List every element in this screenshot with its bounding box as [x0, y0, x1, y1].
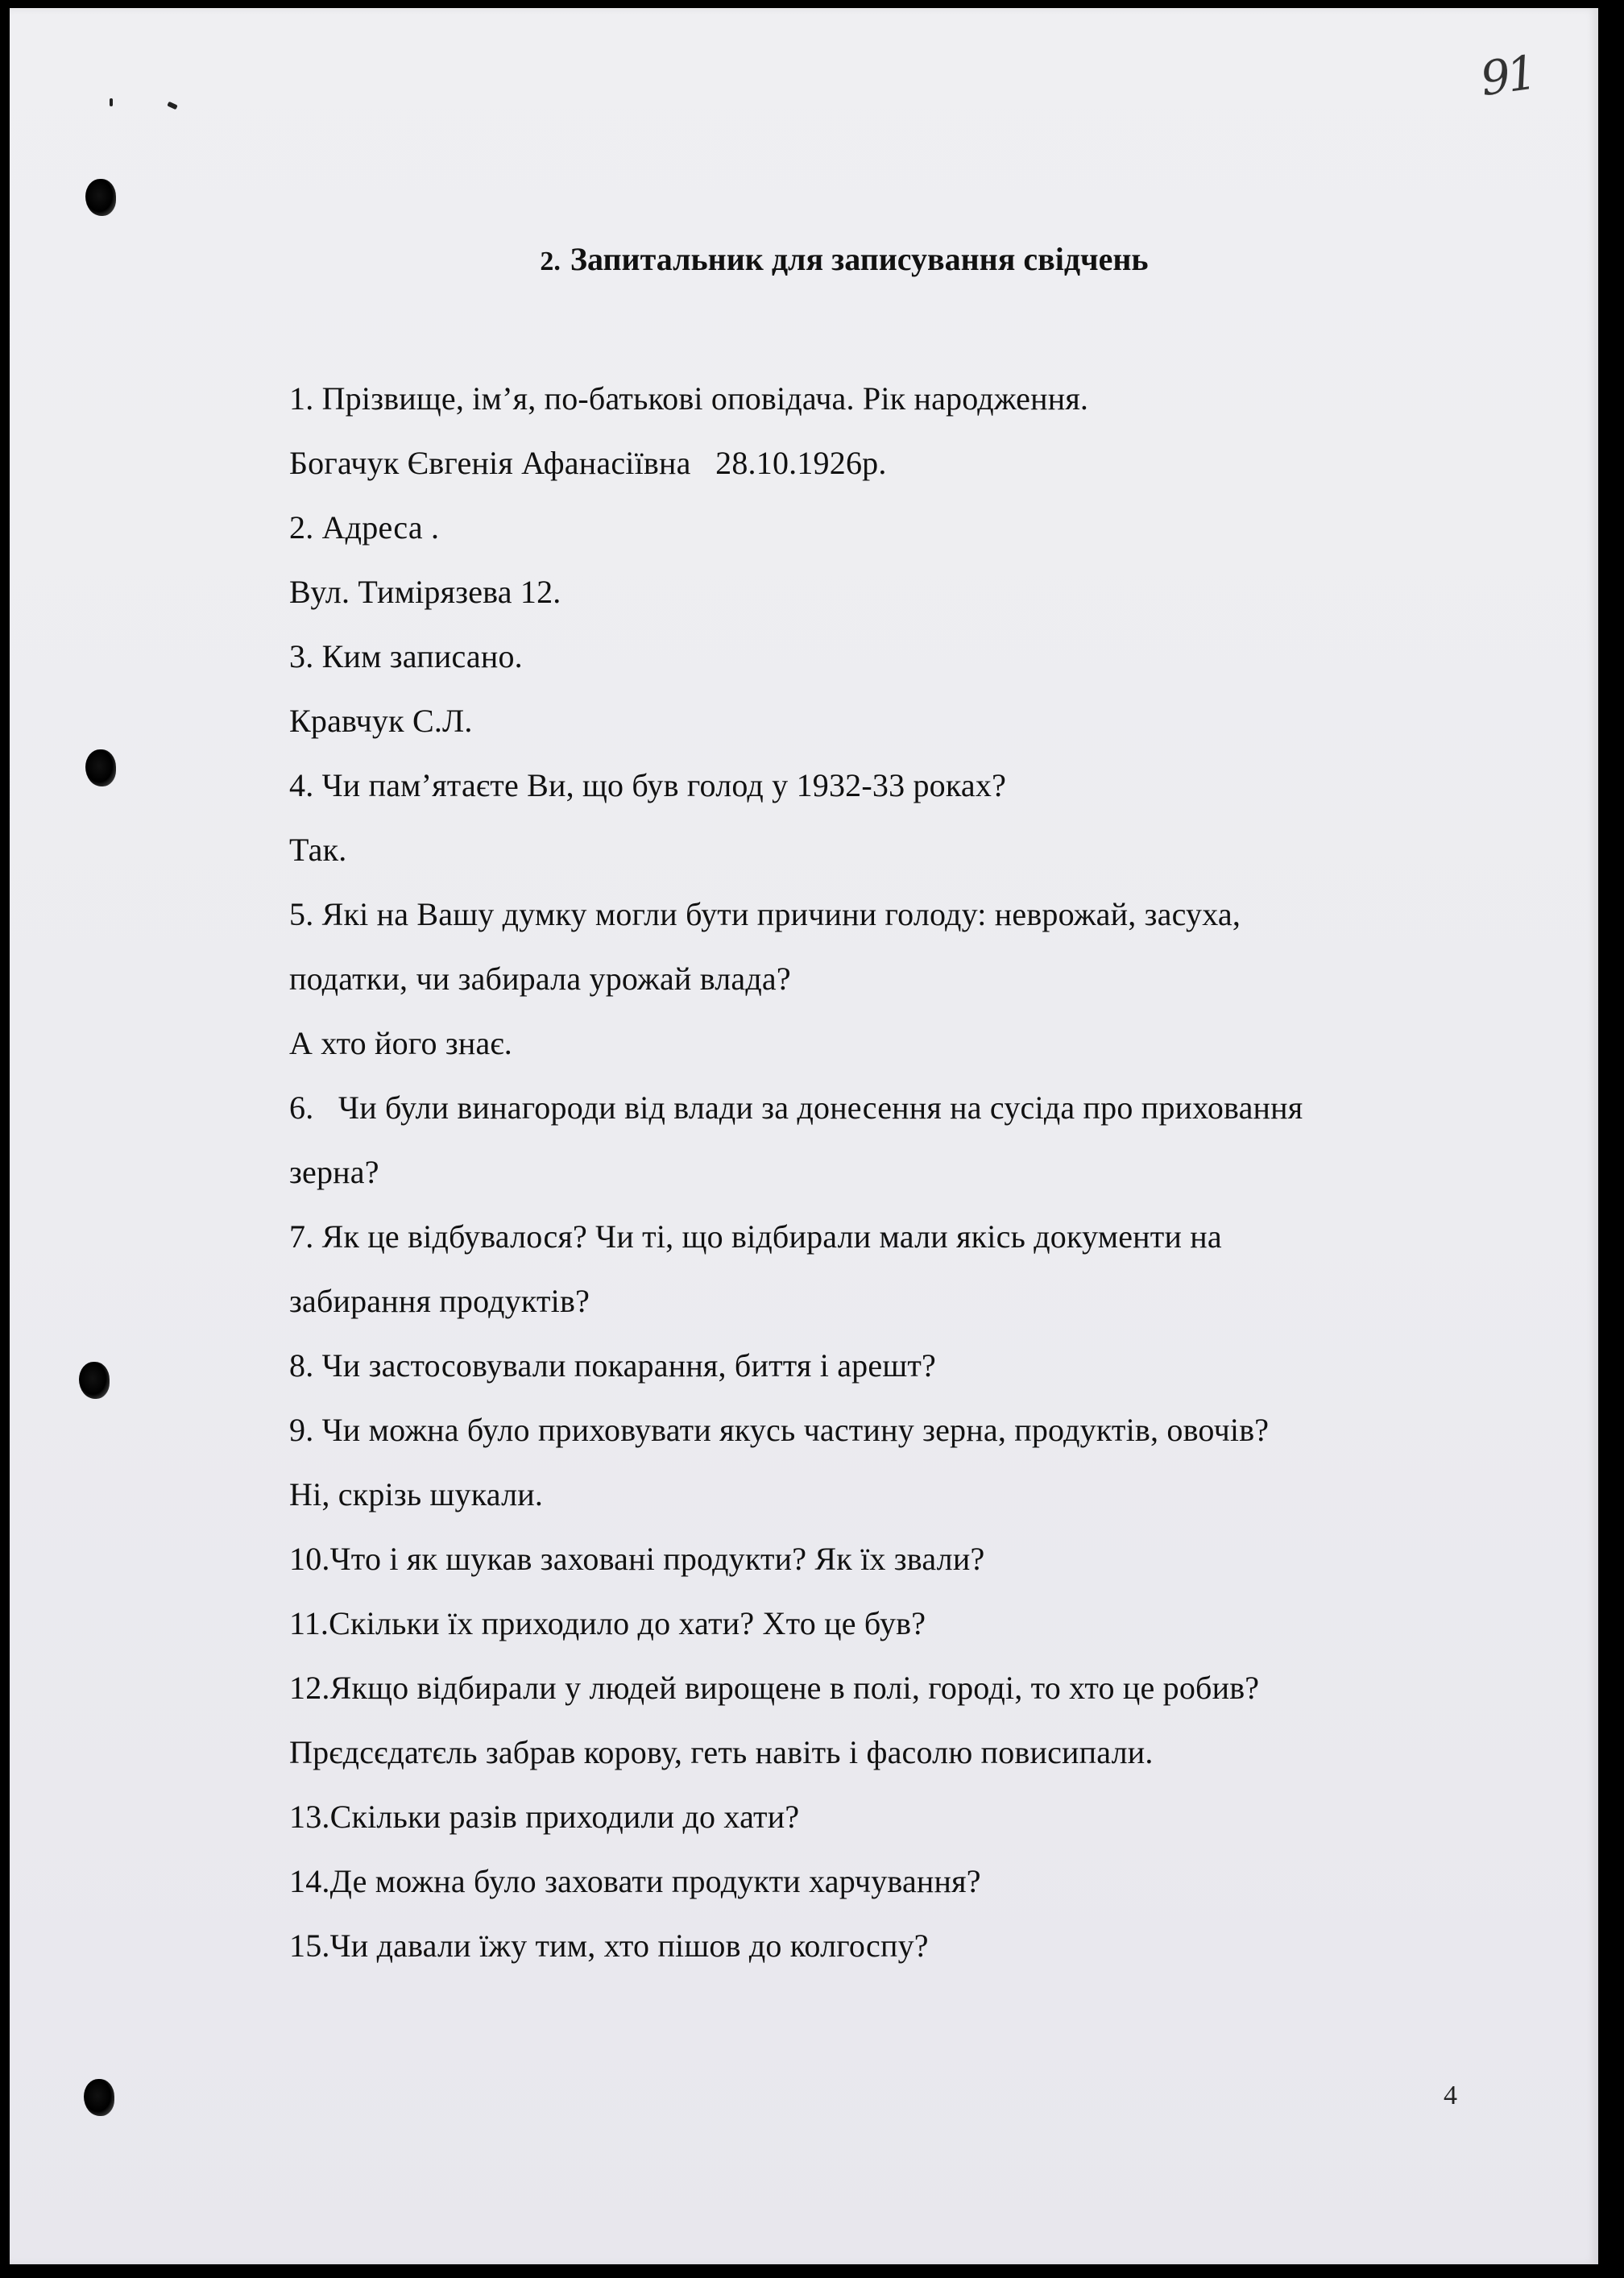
question-line: 12.Якщо відбирали у людей вирощене в полі, городі, то хто це робив? — [289, 1670, 1260, 1706]
title-text: Запитальник для записування свідчень — [570, 241, 1149, 277]
question-line-continued: зерна? — [289, 1154, 379, 1190]
question-line: 5. Які на Вашу думку могли бути причини голоду: неврожай, засуха, — [289, 896, 1241, 932]
question-line-continued: податки, чи забирала урожай влада? — [289, 961, 791, 997]
question-line: 1. Прізвище, ім’я, по-батькові оповідача. Рік народження. — [289, 380, 1089, 417]
title-number: 2. — [540, 247, 561, 276]
question-line-continued: забирання продуктів? — [289, 1283, 590, 1319]
answer-line: Ні, скрізь шукали. — [289, 1476, 544, 1512]
question-line: 4. Чи пам’ятаєте Ви, що був голод у 1932-33 роках? — [289, 767, 1007, 803]
punch-hole-3 — [79, 1362, 110, 1399]
punch-hole-2 — [85, 749, 116, 786]
paper-sheet — [10, 8, 1598, 2264]
question-line: 11.Скільки їх приходило до хати? Хто це був? — [289, 1605, 926, 1641]
question-line: 15.Чи давали їжу тим, хто пішов до колгоспу? — [289, 1927, 929, 1964]
question-line: 2. Адреса . — [289, 509, 440, 546]
question-line: 6. Чи були винагороди від влади за донесення на сусіда про приховання — [289, 1089, 1303, 1126]
question-line: 14.Де можна було заховати продукти харчування? — [289, 1863, 981, 1899]
handwritten-folio-number: 91 — [1477, 44, 1538, 107]
question-line: 7. Як це відбувалося? Чи ті, що відбирали мали якісь документи на — [289, 1218, 1222, 1255]
punch-hole-1 — [85, 179, 116, 216]
question-line: 8. Чи застосовували покарання, биття і арешт? — [289, 1347, 936, 1384]
answer-line: Прєдсєдатєль забрав корову, геть навіть і фасолю повисипали. — [289, 1734, 1154, 1770]
answer-line: А хто його знає. — [289, 1025, 512, 1061]
question-line: 3. Ким записано. — [289, 638, 523, 674]
document-title — [10, 240, 1624, 278]
question-line: 10.Что і як шукав заховані продукти? Як їх звали? — [289, 1541, 985, 1577]
ink-speck — [167, 102, 177, 110]
page-number: 4 — [1444, 2081, 1457, 2110]
answer-line: Вул. Тимірязева 12. — [289, 574, 561, 610]
questionnaire-body — [289, 367, 1546, 1978]
ink-speck — [110, 98, 113, 106]
question-line: 13.Скільки разів приходили до хати? — [289, 1799, 800, 1835]
answer-line: Так. — [289, 832, 347, 868]
answer-line: Богачук Євгенія Афанасіївна 28.10.1926р. — [289, 445, 887, 481]
question-line: 9. Чи можна було приховувати якусь частину зерна, продуктів, овочів? — [289, 1412, 1270, 1448]
punch-hole-4 — [84, 2079, 114, 2116]
answer-line: Кравчук С.Л. — [289, 703, 473, 739]
